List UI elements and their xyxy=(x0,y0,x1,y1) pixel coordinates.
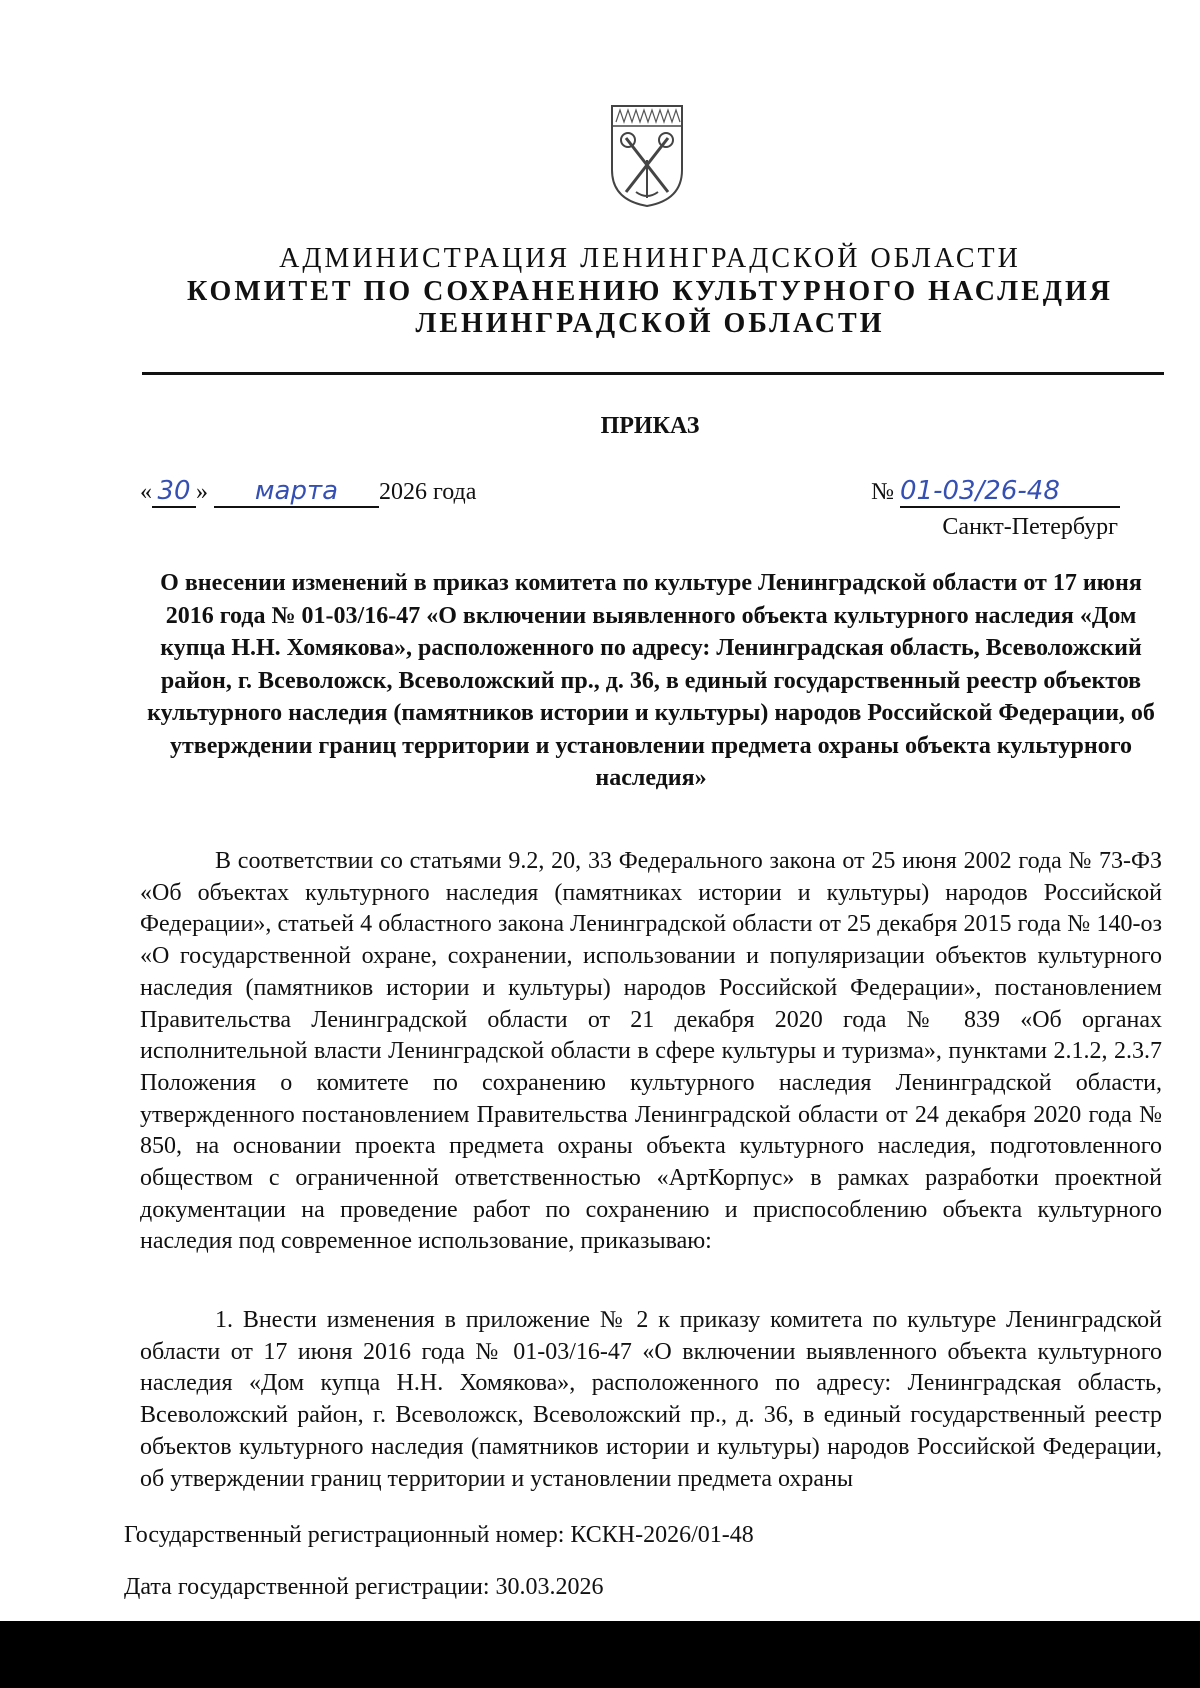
number-prefix: № xyxy=(871,479,894,505)
date-day: 30 xyxy=(157,476,191,506)
document-city: Санкт-Петербург xyxy=(942,514,1118,540)
number-value: 01-03/26-48 xyxy=(900,476,1060,506)
header-region: ЛЕНИНГРАДСКОЙ ОБЛАСТИ xyxy=(415,308,885,339)
date-open-quote: « xyxy=(140,479,152,505)
scan-border-bar xyxy=(0,1621,1200,1688)
header-administration: АДМИНИСТРАЦИЯ ЛЕНИНГРАДСКОЙ ОБЛАСТИ xyxy=(279,243,1021,274)
date-month-field xyxy=(214,476,379,508)
body-paragraph-preamble: В соответствии со статьями 9.2, 20, 33 Федерального закона от 25 июня 2002 года № 73-ФЗ «Об объектах культурного наследия (памятниках истории и культуры) народов Российской Федерации», статьей 4 областного закона Ленинградской области от 25 декабря 2015 года № 140-оз «О государственной охране, сохранении, использовании и популяризации объектов культурного наследия (памятников истории и культуры) народов Российской Федерации», постановлением Правительства Ленинградской области от 21 декабря 2020 года № 839 «Об органах исполнительной власти Ленинградской области в сфере культуры и туризма», пунктами 2.1.2, 2.3.7 Положения о комитете по сохранению культурного наследия Ленинградской области, утвержденного постановлением Правительства Ленинградской области от 24 декабря 2020 года № 850, на основании проекта предмета охраны объекта культурного наследия, подготовленного обществом с ограниченной ответственностью «АртКорпус» в рамках разработки проектной документации на проведение работ по сохранению и приспособлению объекта культурного наследия под современное использование, приказываю: xyxy=(140,848,1162,1255)
date-month: марта xyxy=(254,476,339,506)
document-type: ПРИКАЗ xyxy=(600,413,700,439)
registration-date: Дата государственной регистрации: 30.03.2026 xyxy=(124,1574,604,1600)
document-date xyxy=(140,476,476,508)
date-close-quote: » xyxy=(196,479,208,505)
number-field xyxy=(900,476,1120,508)
document-number xyxy=(871,476,1120,508)
header-divider xyxy=(142,372,1164,375)
document-subject: О внесении изменений в приказ комитета по культуре Ленинградской области от 17 июня 2016 года № 01-03/16-47 «О включении выявленного объекта культурного наследия «Дом купца Н.Н. Хомякова», расположенного по адресу: Ленинградская область, Всеволожский район, г. Всеволожск, Всеволожский пр., д. 36, в единый государственный реестр объектов культурного наследия (памятников истории и культуры) народов Российской Федерации, об утверждении границ территории и установлении предмета охраны объекта культурного наследия» xyxy=(147,570,1155,791)
body-paragraph-item-1: 1. Внести изменения в приложение № 2 к приказу комитета по культуре Ленинградской области от 17 июня 2016 года № 01-03/16-47 «О включении выявленного объекта культурного наследия «Дом купца Н.Н. Хомякова», расположенного по адресу: Ленинградская область, Всеволожский район, г. Всеволожск, Всеволожский пр., д. 36, в единый государственный реестр объектов культурного наследия (памятников истории и культуры) народов Российской Федерации, об утверждении границ территории и установлении предмета охраны xyxy=(140,1307,1162,1492)
header-committee: КОМИТЕТ ПО СОХРАНЕНИЮ КУЛЬТУРНОГО НАСЛЕДИЯ xyxy=(186,276,1114,307)
coat-of-arms-icon xyxy=(606,100,688,210)
registration-number: Государственный регистрационный номер: КСКН-2026/01-48 xyxy=(124,1522,754,1548)
date-year: 2026 года xyxy=(379,479,477,505)
date-day-field xyxy=(152,476,196,508)
